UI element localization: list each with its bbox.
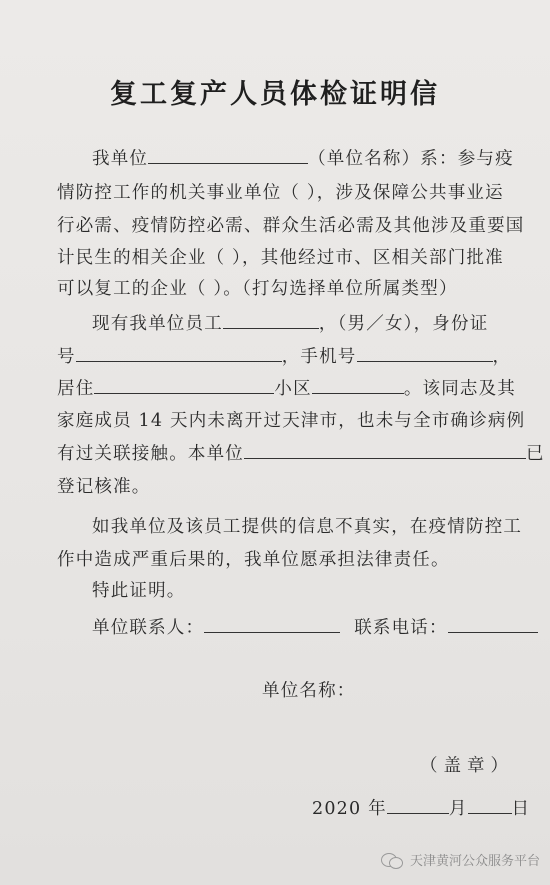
p1-line-5: 可以复工的企业（ ）。（打勾选择单位所属类型） bbox=[57, 279, 458, 299]
closing-text: 特此证明。 bbox=[92, 581, 186, 601]
community-blank[interactable] bbox=[312, 375, 404, 394]
unit-name-signature-label: 单位名称： bbox=[262, 681, 356, 701]
p1-line-1: 我单位 （单位名称）系：参与疫 bbox=[92, 145, 514, 170]
p2-line-4: 家庭成员 14 天内未离开过天津市，也未与全市确诊病例 bbox=[57, 411, 526, 431]
verification-blank[interactable] bbox=[244, 440, 526, 459]
watermark bbox=[381, 850, 540, 869]
date-year: 2020 年 bbox=[312, 799, 387, 819]
unit-name-blank[interactable] bbox=[148, 145, 308, 164]
date-day-label: 日 bbox=[511, 799, 531, 819]
seal-label: （盖章） bbox=[420, 756, 514, 776]
contact-row bbox=[92, 614, 538, 639]
employee-name-blank[interactable] bbox=[223, 310, 319, 329]
contact-phone-label: 联系电话： bbox=[354, 618, 448, 638]
date-month-label: 月 bbox=[448, 799, 468, 819]
date-day-blank[interactable] bbox=[468, 795, 512, 814]
p2-line-1: 现有我单位员工 ，（男／女），身份证 bbox=[92, 310, 488, 335]
residence-blank[interactable] bbox=[94, 375, 274, 394]
contact-person-label: 单位联系人： bbox=[92, 618, 205, 638]
phone-number-blank[interactable] bbox=[357, 343, 493, 362]
p3-line-1: 如我单位及该员工提供的信息不真实，在疫情防控工 bbox=[92, 517, 523, 537]
p1-line-3: 行必需、疫情防控必需、群众生活必需及其他涉及重要国 bbox=[57, 216, 525, 236]
date-row bbox=[312, 795, 530, 820]
p2-line-6: 登记核准。 bbox=[57, 477, 151, 497]
p2-line-2: 号 ，手机号 ， bbox=[57, 343, 511, 368]
id-number-blank[interactable] bbox=[76, 343, 282, 362]
p3-line-2: 作中造成严重后果的，我单位愿承担法律责任。 bbox=[57, 550, 450, 570]
contact-person-blank[interactable] bbox=[204, 614, 340, 633]
p1-line-2: 情防控工作的机关事业单位（ ），涉及保障公共事业运 bbox=[57, 183, 504, 203]
document-title: 复工复产人员体检证明信 bbox=[110, 79, 440, 110]
date-month-blank[interactable] bbox=[387, 795, 449, 814]
p2-line-5: 有过关联接触。本单位 已 bbox=[57, 440, 545, 465]
p1-line-4: 计民生的相关企业（ ），其他经过市、区相关部门批准 bbox=[57, 248, 504, 268]
contact-phone-blank[interactable] bbox=[448, 614, 538, 633]
watermark-text: 天津黄河公众服务平台 bbox=[409, 854, 540, 869]
p2-line-3: 居住 小区 。该同志及其 bbox=[57, 375, 516, 400]
wechat-icon bbox=[381, 851, 405, 869]
